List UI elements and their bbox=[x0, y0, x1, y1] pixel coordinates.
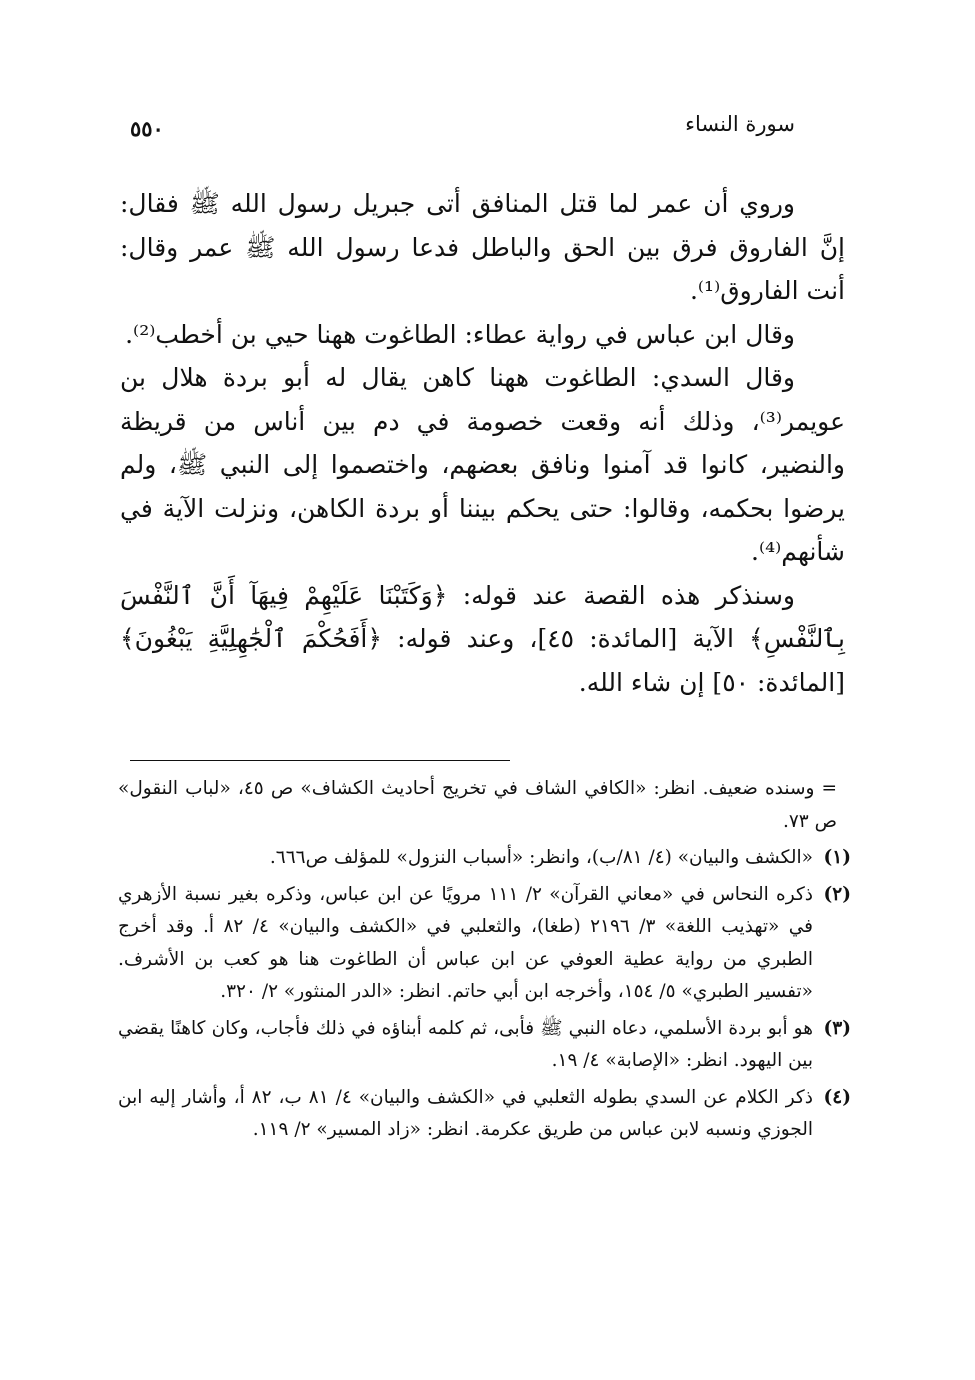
footnotes bbox=[118, 773, 851, 1151]
surah-title: سورة النساء bbox=[685, 112, 795, 136]
footnote-4 bbox=[118, 1082, 851, 1147]
footnote-separator bbox=[130, 760, 510, 761]
footnote-continuation bbox=[118, 773, 851, 838]
footnote-number: (٤) bbox=[823, 1086, 851, 1108]
page-number: ٥٥٠ bbox=[130, 116, 164, 141]
footnote-text: «الكشف والبيان» (٤/ ٨١/ب)، وانظر: «أسباب النزول» للمؤلف ص٦٦٦. bbox=[269, 847, 813, 868]
paragraph-cross-reference: وسنذكر هذه القصة عند قوله: ﴿وَكَتَبْنَا عَلَيْهِمْ فِيهَآ أَنَّ ٱلنَّفْسَ بِٱلنَّفْسِ﴾ الآية [المائدة: ٤٥]، وعند قوله: ﴿أَفَحُكْمَ ٱلْجَٰهِلِيَّةِ يَبْغُونَ﴾ [المائدة: ٥٠] إن شاء الله. bbox=[120, 580, 845, 697]
footnote-text: هو أبو بردة الأسلمي، دعاه النبي ﷺ فأبى، ثم كلمه أبناؤه في ذلك فأجاب، وكان كاهنًا يقضي بين اليهود. انظر: «الإصابة» ٤/ ١٩. bbox=[118, 1017, 813, 1071]
footnote-continuation-text: = وسنده ضعيف. انظر: «الكافي الشاف في تخريج أحاديث الكشاف» ص ٤٥، «لباب النقول» ص ٧٣. bbox=[118, 778, 838, 832]
paragraph-umar: وروي أن عمر لما قتل المنافق أتى جبريل رسول الله ﷺ فقال: إنَّ الفاروق فرق بين الحق والباطل فدعا رسول الله ﷺ عمر وقال: أنت الفاروق⁽¹⁾. bbox=[120, 189, 845, 305]
paragraph-ibn-abbas: وقال ابن عباس في رواية عطاء: الطاغوت ههنا حيي بن أخطب⁽²⁾. bbox=[125, 319, 795, 349]
footnote-3 bbox=[118, 1013, 851, 1078]
footnote-text: ذكره النحاس في «معاني القرآن» ٢/ ١١١ مرويًا عن ابن عباس، وذكره بغير نسبة الأزهري في «تهذيب اللغة» ٣/ ٢١٩٦ (طغا)، والثعلبي في «الكشف والبيان» ٤/ ٨٢ أ. وقد أخرج الطبري من رواية عطية العوفي عن ابن عباس أن الطاغوت هنا هو كعب بن الأشرف. «تفسير الطبري» ٥/ ١٥٤، وأخرجه ابن أبي حاتم. انظر: «الدر المنثور» ٢/ ٣٢٠. bbox=[118, 883, 813, 1002]
paragraph-suddi: وقال السدي: الطاغوت ههنا كاهن يقال له أبو بردة هلال بن عويمر⁽³⁾، وذلك أنه وقعت خصومة في دم بين أناس من قريظة والنضير، كانوا قد آمنوا ونافق بعضهم، واختصموا إلى النبي ﷺ، ولم يرضوا بحكمه، وقالوا: حتى يحكم بيننا أو بردة الكاهن، ونزلت الآية في شأنهم⁽⁴⁾. bbox=[120, 363, 845, 566]
main-text bbox=[120, 182, 845, 704]
footnote-1 bbox=[118, 842, 851, 875]
footnote-number: (٢) bbox=[823, 883, 851, 905]
footnote-number: (٣) bbox=[823, 1017, 851, 1039]
footnote-number: (١) bbox=[823, 847, 851, 868]
footnote-text: ذكر الكلام عن السدي بطوله الثعلبي في «الكشف والبيان» ٤/ ٨١ ب، ٨٢ أ، وأشار إليه ابن الجوزي ونسبه لابن عباس من طريق عكرمة. انظر: «زاد المسير» ٢/ ١١٩. bbox=[118, 1086, 813, 1140]
page-header bbox=[130, 112, 845, 152]
footnote-2 bbox=[118, 879, 851, 1009]
